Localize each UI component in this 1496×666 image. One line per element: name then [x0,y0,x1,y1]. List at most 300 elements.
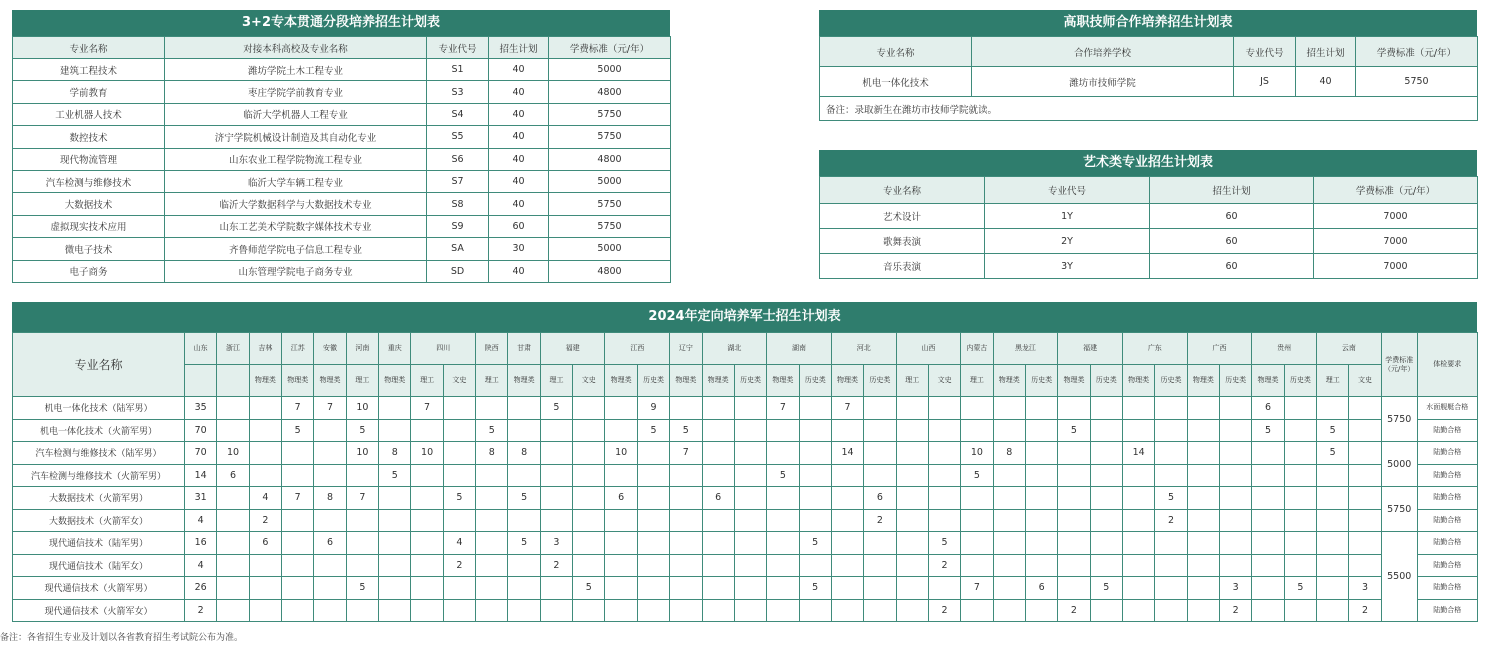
subject-header: 文史 [928,365,960,397]
table-cell: S6 [427,148,489,170]
table-military-title-text: 2024年定向培养军士招生计划表 [648,309,841,324]
quota-cell [702,532,734,555]
quota-cell [1187,554,1219,577]
quota-cell [1025,442,1057,465]
table-row [820,229,1478,254]
quota-cell [637,554,669,577]
quota-cell [1025,509,1057,532]
quota-cell: 6 [605,487,637,510]
subject-header: 物理类 [993,365,1025,397]
subject-header: 物理类 [314,365,346,397]
subject-header: 物理类 [1058,365,1090,397]
quota-cell [734,554,766,577]
subject-header: 物理类 [702,365,734,397]
column-header: 专业名称 [13,37,165,59]
quota-cell [1317,599,1349,622]
quota-cell [1220,419,1252,442]
quota-cell [928,509,960,532]
province-header: 贵州 [1252,333,1317,365]
quota-cell [605,577,637,600]
major-name: 大数据技术（火箭军女） [13,509,185,532]
quota-cell [282,532,314,555]
quota-cell [702,509,734,532]
quota-cell: 10 [346,397,378,420]
table-technician [819,36,1478,121]
quota-cell: 5 [443,487,475,510]
quota-cell: 7 [282,397,314,420]
table-cell: 7000 [1314,229,1478,254]
quota-cell [1317,464,1349,487]
province-header: 浙江 [217,333,249,365]
quota-cell: 5 [1252,419,1284,442]
table-cell: 5750 [549,215,671,237]
quota-cell [734,397,766,420]
subject-header: 历史类 [1220,365,1252,397]
quota-cell [1317,532,1349,555]
quota-cell [1317,397,1349,420]
province-header: 广东 [1122,333,1187,365]
quota-cell [637,464,669,487]
subject-header: 文史 [1349,365,1381,397]
quota-cell [249,397,281,420]
quota-cell [993,509,1025,532]
quota-cell [217,509,249,532]
quota-cell [993,397,1025,420]
quota-cell [1025,419,1057,442]
quota-cell [314,577,346,600]
quota-cell: 6 [217,464,249,487]
quota-cell [637,442,669,465]
quota-cell [1122,509,1154,532]
quota-cell [540,464,572,487]
quota-cell [1058,442,1090,465]
quota-cell [1025,554,1057,577]
quota-cell [411,532,443,555]
table-cell: 潍坊学院土木工程专业 [165,59,427,81]
quota-cell [217,487,249,510]
quota-cell [1284,442,1316,465]
table-row [13,170,671,192]
table-cell: 40 [489,103,549,125]
major-name: 现代通信技术（火箭军男） [13,577,185,600]
column-header: 专业代号 [1234,37,1296,67]
quota-cell [1090,442,1122,465]
quota-cell [1058,397,1090,420]
quota-cell [217,599,249,622]
quota-cell [573,397,605,420]
table-cell: S5 [427,126,489,148]
quota-cell: 4 [249,487,281,510]
quota-cell: 6 [864,487,896,510]
quota-cell [670,599,702,622]
quota-cell: 6 [249,532,281,555]
quota-cell [1187,509,1219,532]
column-header-fee: 学费标准（元/年） [1381,333,1417,397]
quota-cell [508,577,540,600]
table-row [13,238,671,260]
quota-cell [605,599,637,622]
quota-cell [1122,487,1154,510]
quota-cell [1187,419,1219,442]
quota-cell [1090,419,1122,442]
table-row [13,554,1478,577]
requirement-cell: 陆勤合格 [1417,554,1477,577]
fee-cell: 5000 [1381,442,1417,487]
province-header: 陕西 [476,333,508,365]
quota-cell [508,599,540,622]
quota-cell [702,464,734,487]
table-cell: 虚拟现实技术应用 [13,215,165,237]
province-header: 内蒙古 [961,333,993,365]
requirement-cell: 陆勤合格 [1417,419,1477,442]
quota-cell [1122,419,1154,442]
quota-cell [540,442,572,465]
quota-cell [1349,442,1381,465]
quota-cell [993,532,1025,555]
fee-cell: 5500 [1381,532,1417,622]
quota-cell [734,599,766,622]
quota-cell [767,599,799,622]
quota-cell [282,577,314,600]
quota-cell [637,509,669,532]
quota-cell: 5 [476,419,508,442]
quota-cell [896,509,928,532]
table-cell: 微电子技术 [13,238,165,260]
table-technician-note: 备注：录取新生在潍坊市技师学院就读。 [820,97,1478,121]
table-cell: 5000 [549,170,671,192]
quota-cell: 2 [1220,599,1252,622]
quota-cell [379,487,411,510]
quota-cell [1220,509,1252,532]
province-header: 湖南 [767,333,832,365]
quota-cell [864,419,896,442]
table-cell: 5000 [549,59,671,81]
quota-cell [1349,397,1381,420]
quota-cell [1155,532,1187,555]
subject-header-row [13,365,1478,397]
requirement-cell: 陆勤合格 [1417,487,1477,510]
subject-header: 历史类 [799,365,831,397]
quota-cell [1284,509,1316,532]
quota-cell [1220,554,1252,577]
quota-cell: 7 [961,577,993,600]
quota-cell [1058,532,1090,555]
province-header: 山西 [896,333,961,365]
quota-cell [443,397,475,420]
quota-cell: 5 [799,532,831,555]
quota-cell [928,397,960,420]
quota-cell [314,554,346,577]
subject-header: 理工 [896,365,928,397]
subject-header: 历史类 [1155,365,1187,397]
quota-cell [1349,487,1381,510]
quota-cell: 5 [961,464,993,487]
quota-cell [605,554,637,577]
column-header: 合作培养学校 [972,37,1234,67]
quota-cell [637,532,669,555]
quota-cell [1349,509,1381,532]
quota-cell [1252,442,1284,465]
quota-cell [411,554,443,577]
quota-cell [540,599,572,622]
table-cell: 60 [1150,229,1314,254]
quota-cell [1058,577,1090,600]
quota-cell: 7 [282,487,314,510]
quota-cell [249,599,281,622]
province-header: 福建 [540,333,605,365]
quota-cell [702,442,734,465]
quota-cell [379,577,411,600]
table-3plus2-panel [12,10,670,283]
quota-cell [249,464,281,487]
quota-cell [411,577,443,600]
table-cell: 歌舞表演 [820,229,985,254]
quota-cell [896,397,928,420]
quota-cell [476,487,508,510]
quota-cell [1252,599,1284,622]
quota-cell [573,487,605,510]
table-row [13,442,1478,465]
subject-header [185,365,217,397]
quota-cell [1187,397,1219,420]
table-cell: 7000 [1314,204,1478,229]
table-cell: 工业机器人技术 [13,103,165,125]
quota-cell [1058,554,1090,577]
subject-header: 物理类 [1252,365,1284,397]
quota-cell: 26 [185,577,217,600]
subject-header: 文史 [443,365,475,397]
major-name: 汽车检测与维修技术（火箭军男） [13,464,185,487]
quota-cell [1187,577,1219,600]
quota-cell: 7 [346,487,378,510]
quota-cell [1025,397,1057,420]
table-row [13,126,671,148]
column-header: 招生计划 [489,37,549,59]
quota-cell [734,532,766,555]
quota-cell [282,554,314,577]
quota-cell [508,509,540,532]
quota-cell [799,397,831,420]
quota-cell [540,509,572,532]
quota-cell [993,577,1025,600]
quota-cell [346,532,378,555]
quota-cell [314,442,346,465]
quota-cell [573,419,605,442]
table-cell: 2Y [985,229,1150,254]
quota-cell [831,464,863,487]
subject-header [217,365,249,397]
province-header: 安徽 [314,333,346,365]
province-header: 黑龙江 [993,333,1058,365]
quota-cell: 5 [799,577,831,600]
quota-cell [864,554,896,577]
table-technician-title: 高职技师合作培养招生计划表 [819,10,1477,36]
table-cell: 40 [489,148,549,170]
province-header: 湖北 [702,333,767,365]
major-name: 大数据技术（火箭军男） [13,487,185,510]
subject-header: 理工 [476,365,508,397]
quota-cell: 2 [185,599,217,622]
quota-cell [1122,599,1154,622]
province-header: 重庆 [379,333,411,365]
quota-cell [1252,532,1284,555]
quota-cell [1284,464,1316,487]
quota-cell [928,464,960,487]
quota-cell [282,509,314,532]
subject-header: 理工 [540,365,572,397]
quota-cell [605,419,637,442]
table-cell: 4800 [549,260,671,282]
quota-cell: 5 [767,464,799,487]
table-cell: 临沂大学车辆工程专业 [165,170,427,192]
quota-cell [217,532,249,555]
table-cell: 学前教育 [13,81,165,103]
table-cell: 5750 [549,126,671,148]
quota-cell [961,487,993,510]
quota-cell [799,419,831,442]
column-header: 招生计划 [1296,37,1356,67]
quota-cell [573,532,605,555]
quota-cell [217,419,249,442]
quota-cell [1220,397,1252,420]
table-art-panel [819,150,1477,279]
quota-cell [767,532,799,555]
quota-cell [1252,464,1284,487]
quota-cell [476,464,508,487]
quota-cell [508,464,540,487]
quota-cell [476,554,508,577]
quota-cell [702,419,734,442]
quota-cell [1090,599,1122,622]
quota-cell [1122,554,1154,577]
table-cell: 60 [1150,204,1314,229]
quota-cell [993,554,1025,577]
table-3plus2 [12,36,671,283]
quota-cell [734,487,766,510]
quota-cell [896,577,928,600]
column-header: 专业名称 [820,177,985,204]
quota-cell [346,599,378,622]
quota-cell [1187,599,1219,622]
table-row [13,148,671,170]
subject-header: 理工 [411,365,443,397]
quota-cell: 5 [508,487,540,510]
quota-cell: 3 [540,532,572,555]
table-cell: 大数据技术 [13,193,165,215]
quota-cell [961,419,993,442]
quota-cell [540,577,572,600]
quota-cell [443,464,475,487]
quota-cell [1252,509,1284,532]
quota-cell [443,509,475,532]
quota-cell [734,442,766,465]
column-header: 学费标准（元/年） [549,37,671,59]
province-header: 甘肃 [508,333,540,365]
requirement-cell: 水面舰艇合格 [1417,397,1477,420]
table-cell: 现代物流管理 [13,148,165,170]
quota-cell [799,464,831,487]
quota-cell [217,554,249,577]
quota-cell [1090,532,1122,555]
subject-header: 历史类 [864,365,896,397]
major-name: 机电一体化技术（火箭军男） [13,419,185,442]
province-header-row [13,333,1478,365]
quota-cell [702,554,734,577]
quota-cell: 10 [217,442,249,465]
quota-cell [831,419,863,442]
quota-cell [1155,419,1187,442]
subject-header: 物理类 [1187,365,1219,397]
quota-cell [734,577,766,600]
quota-cell [637,487,669,510]
quota-cell [831,532,863,555]
quota-cell [637,577,669,600]
quota-cell [411,464,443,487]
quota-cell: 5 [573,577,605,600]
quota-cell [670,487,702,510]
quota-cell [1284,599,1316,622]
subject-header: 历史类 [1090,365,1122,397]
quota-cell: 10 [605,442,637,465]
quota-cell [573,442,605,465]
subject-header: 物理类 [670,365,702,397]
quota-cell [799,442,831,465]
quota-cell [346,554,378,577]
quota-cell: 8 [508,442,540,465]
quota-cell [314,599,346,622]
quota-cell [1349,532,1381,555]
quota-cell [1155,599,1187,622]
quota-cell [282,464,314,487]
province-header: 云南 [1317,333,1382,365]
quota-cell: 70 [185,442,217,465]
table-cell: 40 [489,193,549,215]
table-cell: 5750 [1356,67,1478,97]
quota-cell [1187,442,1219,465]
table-cell: 汽车检测与维修技术 [13,170,165,192]
quota-cell [670,577,702,600]
table-military-panel [0,302,1477,643]
table-cell: SD [427,260,489,282]
quota-cell: 14 [831,442,863,465]
table-row [13,397,1478,420]
quota-cell [702,599,734,622]
quota-cell [1025,599,1057,622]
table-row [13,215,671,237]
table-row [13,509,1478,532]
table-cell: 艺术设计 [820,204,985,229]
quota-cell: 6 [1252,397,1284,420]
table-row [820,254,1478,279]
table-cell: 齐鲁师范学院电子信息工程专业 [165,238,427,260]
column-header: 专业名称 [820,37,972,67]
table-cell: 30 [489,238,549,260]
quota-cell [864,599,896,622]
quota-cell: 5 [1284,577,1316,600]
quota-cell [411,509,443,532]
quota-cell: 5 [508,532,540,555]
quota-cell: 5 [1317,442,1349,465]
table-cell: 5000 [549,238,671,260]
quota-cell [379,397,411,420]
quota-cell [928,419,960,442]
quota-cell: 3 [1220,577,1252,600]
quota-cell [896,532,928,555]
table-cell: S8 [427,193,489,215]
subject-header: 物理类 [831,365,863,397]
quota-cell [702,577,734,600]
quota-cell [1122,464,1154,487]
